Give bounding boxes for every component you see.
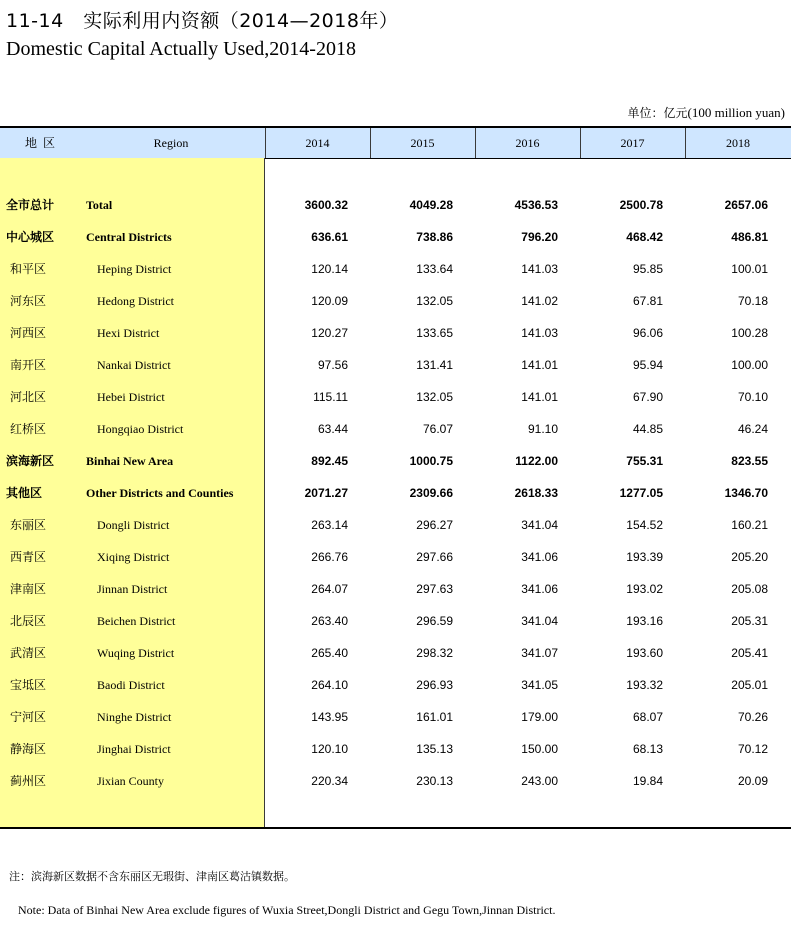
value-2017: 193.16 xyxy=(626,614,663,628)
value-2016: 341.07 xyxy=(521,646,558,660)
value-2017: 19.84 xyxy=(632,774,663,788)
value-2014: 263.40 xyxy=(311,614,348,628)
table-row xyxy=(0,317,791,349)
value-2018: 100.28 xyxy=(731,326,768,340)
value-2015: 296.93 xyxy=(416,678,453,692)
value-2014: 115.11 xyxy=(313,390,348,404)
value-2015: 76.07 xyxy=(422,422,453,436)
value-2014: 120.14 xyxy=(311,262,348,276)
value-2018: 486.81 xyxy=(731,230,768,244)
value-2014: 636.61 xyxy=(311,230,348,244)
value-2015: 296.27 xyxy=(416,518,453,532)
row-region-chinese: 静海区 xyxy=(10,742,47,756)
value-2016: 2618.33 xyxy=(514,486,558,500)
value-2016: 341.04 xyxy=(521,518,558,532)
value-2016: 141.02 xyxy=(521,294,558,308)
table-title-english: Domestic Capital Actually Used,2014-2018 xyxy=(6,38,356,60)
value-2015: 298.32 xyxy=(416,646,453,660)
table-row xyxy=(0,381,791,413)
value-2016: 1122.00 xyxy=(515,454,558,468)
value-2018: 205.08 xyxy=(731,582,768,596)
row-region-chinese: 武清区 xyxy=(10,646,47,660)
table-header xyxy=(0,128,791,158)
row-region-chinese: 河东区 xyxy=(10,294,47,308)
row-region-english: Heping District xyxy=(97,262,172,276)
row-region-english: Hedong District xyxy=(97,294,174,308)
row-region-english: Jixian County xyxy=(97,774,165,788)
value-2017: 193.60 xyxy=(626,646,663,660)
row-region-english: Xiqing District xyxy=(97,550,170,564)
row-region-chinese: 北辰区 xyxy=(10,614,47,628)
header-year-2017: 2017 xyxy=(620,136,645,150)
value-2018: 160.21 xyxy=(731,518,768,532)
table-row xyxy=(0,765,791,797)
value-2015: 297.66 xyxy=(416,550,453,564)
value-2016: 341.06 xyxy=(521,582,558,596)
row-region-english: Wuqing District xyxy=(97,646,175,660)
value-2014: 2071.27 xyxy=(304,486,348,500)
value-2015: 297.63 xyxy=(416,582,453,596)
value-2018: 205.41 xyxy=(731,646,768,660)
header-year-2018: 2018 xyxy=(726,136,750,150)
row-region-chinese: 津南区 xyxy=(10,582,47,596)
table-row xyxy=(0,221,791,253)
value-2018: 2657.06 xyxy=(724,198,768,212)
value-2016: 4536.53 xyxy=(514,198,558,212)
table-row xyxy=(0,701,791,733)
value-2014: 263.14 xyxy=(311,518,348,532)
value-2016: 141.01 xyxy=(521,390,558,404)
row-region-chinese: 宁河区 xyxy=(10,710,47,724)
row-region-chinese: 全市总计 xyxy=(6,198,55,212)
row-region-english: Jinnan District xyxy=(97,582,168,596)
table-row xyxy=(0,285,791,317)
value-2016: 341.06 xyxy=(521,550,558,564)
value-2017: 193.02 xyxy=(626,582,663,596)
table-row xyxy=(0,253,791,285)
value-2017: 154.52 xyxy=(626,518,663,532)
row-region-english: Ninghe District xyxy=(97,710,172,724)
value-2016: 91.10 xyxy=(527,422,558,436)
header-region-english: Region xyxy=(153,136,189,150)
table-row xyxy=(0,477,791,509)
table-row xyxy=(0,605,791,637)
table-row xyxy=(0,189,791,221)
value-2015: 131.41 xyxy=(416,358,453,372)
table-bottom-rule xyxy=(0,827,791,829)
value-2015: 132.05 xyxy=(416,294,453,308)
row-region-english: Binhai New Area xyxy=(86,454,174,468)
row-region-chinese: 其他区 xyxy=(6,486,43,500)
value-2014: 143.95 xyxy=(311,710,348,724)
header-region-chinese: 地区 xyxy=(24,136,61,150)
table-row xyxy=(0,573,791,605)
value-2014: 264.10 xyxy=(311,678,348,692)
value-2015: 161.01 xyxy=(416,710,453,724)
table-row xyxy=(0,541,791,573)
value-2016: 179.00 xyxy=(521,710,558,724)
unit-label-english: (100 million yuan) xyxy=(687,105,785,120)
value-2014: 120.09 xyxy=(311,294,348,308)
value-2016: 150.00 xyxy=(521,742,558,756)
value-2014: 220.34 xyxy=(311,774,348,788)
value-2015: 2309.66 xyxy=(409,486,453,500)
value-2018: 46.24 xyxy=(737,422,768,436)
value-2017: 468.42 xyxy=(626,230,663,244)
table-row xyxy=(0,733,791,765)
table-row xyxy=(0,413,791,445)
value-2015: 132.05 xyxy=(416,390,453,404)
value-2018: 205.01 xyxy=(731,678,768,692)
table-row xyxy=(0,637,791,669)
value-2014: 97.56 xyxy=(317,358,348,372)
value-2015: 133.65 xyxy=(416,326,453,340)
table-row xyxy=(0,509,791,541)
value-2017: 96.06 xyxy=(632,326,663,340)
value-2017: 193.39 xyxy=(626,550,663,564)
value-2016: 141.03 xyxy=(521,326,558,340)
row-region-chinese: 滨海新区 xyxy=(6,454,55,468)
row-region-chinese: 南开区 xyxy=(10,358,47,372)
row-region-english: Hebei District xyxy=(97,390,165,404)
row-region-chinese: 和平区 xyxy=(10,262,47,276)
footnote-chinese: 注：滨海新区数据不含东丽区无瑕街、津南区葛沽镇数据。 xyxy=(9,870,295,883)
value-2018: 70.12 xyxy=(737,742,768,756)
value-2014: 120.10 xyxy=(311,742,348,756)
value-2014: 120.27 xyxy=(311,326,348,340)
value-2016: 141.01 xyxy=(521,358,558,372)
value-2017: 68.13 xyxy=(632,742,663,756)
value-2017: 67.81 xyxy=(632,294,663,308)
row-region-english: Hongqiao District xyxy=(97,422,184,436)
row-region-chinese: 宝坻区 xyxy=(10,678,47,692)
value-2014: 265.40 xyxy=(311,646,348,660)
row-region-english: Nankai District xyxy=(97,358,171,372)
value-2017: 95.94 xyxy=(632,358,663,372)
value-2017: 193.32 xyxy=(626,678,663,692)
row-region-english: Hexi District xyxy=(97,326,160,340)
value-2014: 264.07 xyxy=(311,582,348,596)
value-2015: 230.13 xyxy=(416,774,453,788)
row-region-english: Other Districts and Counties xyxy=(86,486,234,500)
value-2017: 95.85 xyxy=(632,262,663,276)
value-2018: 823.55 xyxy=(731,454,768,468)
value-2014: 892.45 xyxy=(311,454,348,468)
value-2018: 70.26 xyxy=(737,710,768,724)
value-2017: 68.07 xyxy=(632,710,663,724)
value-2016: 243.00 xyxy=(521,774,558,788)
unit-label-chinese: 单位：亿元 xyxy=(627,106,688,120)
value-2016: 341.04 xyxy=(521,614,558,628)
value-2015: 133.64 xyxy=(416,262,453,276)
value-2015: 4049.28 xyxy=(409,198,453,212)
value-2016: 796.20 xyxy=(521,230,558,244)
row-region-chinese: 红桥区 xyxy=(10,422,47,436)
value-2017: 67.90 xyxy=(632,390,663,404)
value-2018: 70.18 xyxy=(737,294,768,308)
value-2018: 205.20 xyxy=(731,550,768,564)
footnote-english: Note: Data of Binhai New Area exclude figures of Wuxia Street,Dongli District and Gegu Town,Jinnan District. xyxy=(18,903,556,917)
row-region-chinese: 东丽区 xyxy=(10,518,47,532)
value-2015: 135.13 xyxy=(416,742,453,756)
value-2017: 1277.05 xyxy=(619,486,663,500)
value-2015: 738.86 xyxy=(416,230,453,244)
unit-label xyxy=(627,104,785,121)
row-region-chinese: 西青区 xyxy=(10,550,47,564)
row-region-english: Central Districts xyxy=(86,230,172,244)
value-2017: 755.31 xyxy=(626,454,663,468)
header-year-2015: 2015 xyxy=(410,136,435,150)
value-2014: 3600.32 xyxy=(304,198,348,212)
row-region-english: Beichen District xyxy=(97,614,176,628)
row-region-english: Dongli District xyxy=(97,518,170,532)
value-2015: 296.59 xyxy=(416,614,453,628)
value-2015: 1000.75 xyxy=(409,454,453,468)
row-region-chinese: 河西区 xyxy=(10,326,47,340)
table-row xyxy=(0,445,791,477)
table-row xyxy=(0,669,791,701)
value-2018: 70.10 xyxy=(737,390,768,404)
value-2017: 2500.78 xyxy=(619,198,663,212)
value-2018: 20.09 xyxy=(737,774,768,788)
row-region-english: Baodi District xyxy=(97,678,165,692)
row-region-chinese: 河北区 xyxy=(10,390,47,404)
table-row xyxy=(0,349,791,381)
value-2016: 141.03 xyxy=(521,262,558,276)
value-2016: 341.05 xyxy=(521,678,558,692)
header-year-2014: 2014 xyxy=(305,136,330,150)
row-region-english: Total xyxy=(86,198,113,212)
row-region-chinese: 中心城区 xyxy=(6,230,55,244)
row-region-english: Jinghai District xyxy=(97,742,171,756)
value-2017: 44.85 xyxy=(632,422,663,436)
value-2018: 100.00 xyxy=(731,358,768,372)
value-2014: 266.76 xyxy=(311,550,348,564)
value-2018: 1346.70 xyxy=(724,486,768,500)
value-2018: 100.01 xyxy=(731,262,768,276)
table-title-chinese: 11-14 实际利用内资额（2014—2018年） xyxy=(6,10,399,32)
value-2018: 205.31 xyxy=(731,614,768,628)
row-region-chinese: 蓟州区 xyxy=(10,774,47,788)
header-year-2016: 2016 xyxy=(515,136,540,150)
value-2014: 63.44 xyxy=(317,422,348,436)
